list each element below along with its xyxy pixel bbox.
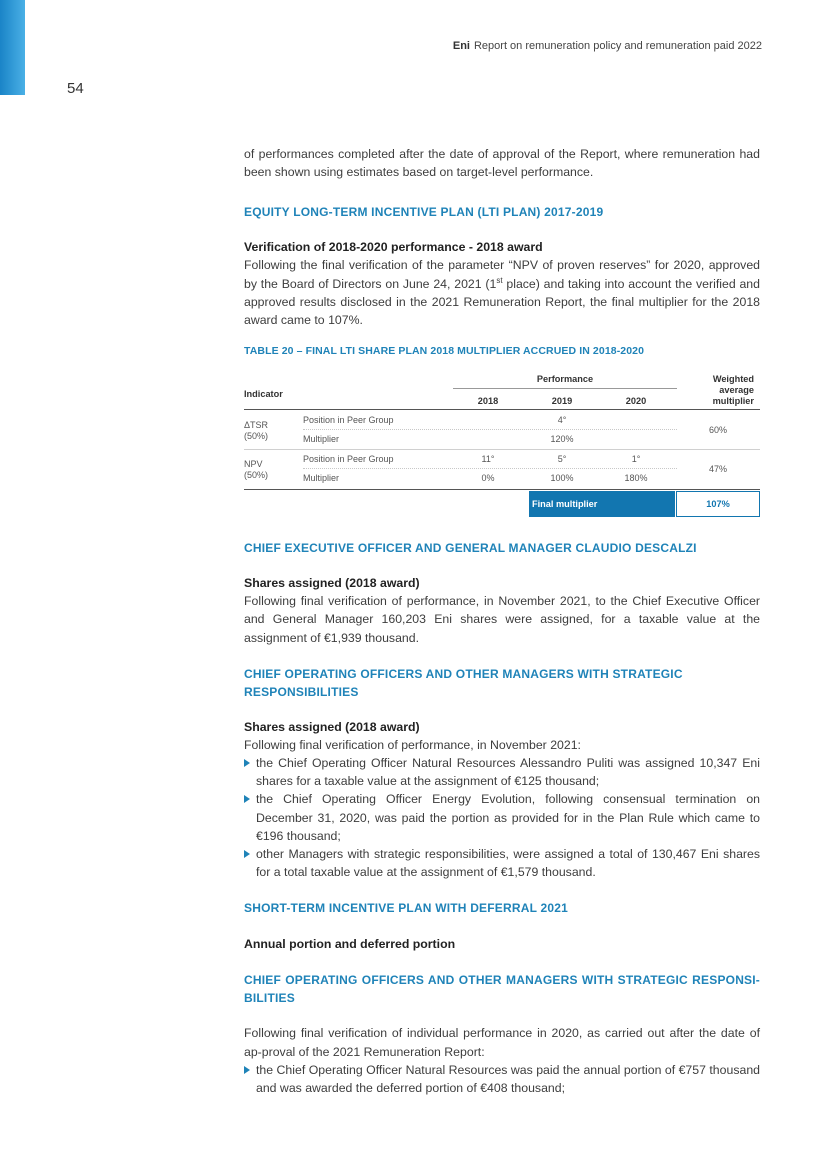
lti-paragraph: [244, 256, 760, 329]
multiplier-table: [244, 363, 760, 523]
tsr-row2-label: Multiplier: [303, 434, 340, 445]
lti-heading: EQUITY LONG-TERM INCENTIVE PLAN (LTI PLAN) 2017-2019: [244, 205, 604, 220]
ceo-paragraph: Following final verification of performance, in November 2021, to the Chief Executive Officer and General Manager 160,203 Eni shares were assigned, for a taxable value at the assignment of €1,939 thousand.: [244, 594, 760, 645]
npv-divider: [303, 468, 677, 469]
npv-row2-label: Multiplier: [303, 473, 340, 484]
tsr-label-2: (50%): [244, 431, 269, 442]
coo-paragraph: Following final verification of performance, in November 2021:: [244, 737, 581, 752]
ceo-heading: CHIEF EXECUTIVE OFFICER AND GENERAL MANAGER CLAUDIO DESCALZI: [244, 541, 697, 556]
tsr-rule: [244, 449, 760, 450]
coo2-paragraph: Following final verification of individual performance in 2020, as carried out after the date of ap-proval of the 2021 Remuneration Report:: [244, 1026, 760, 1059]
lti-para-part-a: Following the final verification of the parameter “NPV of proven reserves” for 2020, approved by the Board of Directors on June 24, 2021 (1: [244, 258, 760, 291]
table-title: TABLE 20 – FINAL LTI SHARE PLAN 2018 MULTIPLIER ACCRUED IN 2018-2020: [244, 345, 645, 358]
col-year-2018: 2018: [477, 396, 499, 407]
brand-name: Eni: [452, 40, 470, 52]
performance-underline: [453, 388, 677, 389]
header-rule: [244, 409, 760, 410]
lti-para-sup: st: [496, 275, 503, 285]
npv-row1-2019: 5°: [557, 454, 567, 465]
lti-subheading: Verification of 2018-2020 performance - 2018 award: [244, 240, 543, 255]
main-content: [244, 145, 760, 1097]
npv-row2-2018: 0%: [481, 473, 495, 484]
col-indicator: Indicator: [244, 389, 283, 400]
coo2-heading: CHIEF OPERATING OFFICERS AND OTHER MANAGERS WITH STRATEGIC RESPONSI-BILITIES: [244, 973, 760, 1006]
tsr-row2-2019: 120%: [550, 434, 574, 445]
final-multiplier-label: Final multiplier: [529, 491, 675, 517]
report-title: Report on remuneration policy and remuneration paid 2022: [473, 40, 762, 52]
col-performance: Performance: [536, 374, 594, 385]
col-weighted-3: multiplier: [712, 396, 754, 407]
tsr-row1-2019: 4°: [557, 415, 567, 426]
coo-subheading: Shares assigned (2018 award): [244, 719, 420, 734]
npv-label-2: (50%): [244, 470, 269, 481]
npv-row2-2019: 100%: [550, 473, 574, 484]
lti-para-part-b: place) and taking into account the verified and approved results disclosed in the 2021 Remuneration Report, the final multiplier for the 2018 award came to 107%.: [244, 276, 760, 328]
coo-bullet-2: the Chief Operating Officer Energy Evolution, following consensual termination on December 31, 2020, was paid the portion as provided for in the Plan Rule which came to €196 thousand;: [244, 790, 760, 845]
coo-bullet-list: [244, 754, 760, 881]
npv-label-1: NPV: [244, 459, 263, 470]
intro-paragraph: of performances completed after the date of approval of the Report, where remuneration had been shown using estimates based on target-level performance.: [244, 147, 760, 180]
tsr-label-1: ΔTSR: [244, 420, 269, 431]
npv-row1-2020: 1°: [631, 454, 641, 465]
side-accent-bar: [0, 0, 25, 95]
col-weighted-2: average: [719, 385, 754, 396]
coo-bullet-3: other Managers with strategic responsibilities, were assigned a total of 130,467 Eni shares for a total taxable value at the assignment of €1,579 thousand.: [244, 845, 760, 881]
coo2-bullet-list: [244, 1061, 760, 1097]
npv-weighted: 47%: [708, 464, 727, 475]
tsr-weighted: 60%: [708, 425, 727, 436]
coo-bullet-1: the Chief Operating Officer Natural Resources Alessandro Puliti was assigned 10,347 Eni shares for a taxable value at the assignment of €125 thousand;: [244, 754, 760, 790]
ceo-subheading: Shares assigned (2018 award): [244, 576, 420, 591]
npv-row2-2020: 180%: [624, 473, 648, 484]
col-weighted-1: Weighted: [712, 374, 754, 385]
running-header: [453, 40, 762, 52]
page-number: 54: [67, 80, 84, 97]
tsr-divider: [303, 429, 677, 430]
tsr-row1-label: Position in Peer Group: [303, 415, 394, 426]
table-bottom-rule: [244, 489, 760, 490]
sti-subheading: Annual portion and deferred portion: [244, 937, 456, 952]
coo-heading: CHIEF OPERATING OFFICERS AND OTHER MANAGERS WITH STRATEGIC RESPONSIBILITIES: [244, 666, 683, 699]
col-year-2020: 2020: [625, 396, 647, 407]
npv-row1-label: Position in Peer Group: [303, 454, 394, 465]
coo2-bullet-1: the Chief Operating Officer Natural Resources was paid the annual portion of €757 thousand and was awarded the deferred portion of €408 thousand;: [244, 1061, 760, 1097]
final-multiplier-value: 107%: [676, 491, 760, 517]
sti-heading: SHORT-TERM INCENTIVE PLAN WITH DEFERRAL 2021: [244, 901, 568, 916]
npv-row1-2018: 11°: [481, 454, 495, 465]
col-year-2019: 2019: [551, 396, 573, 407]
